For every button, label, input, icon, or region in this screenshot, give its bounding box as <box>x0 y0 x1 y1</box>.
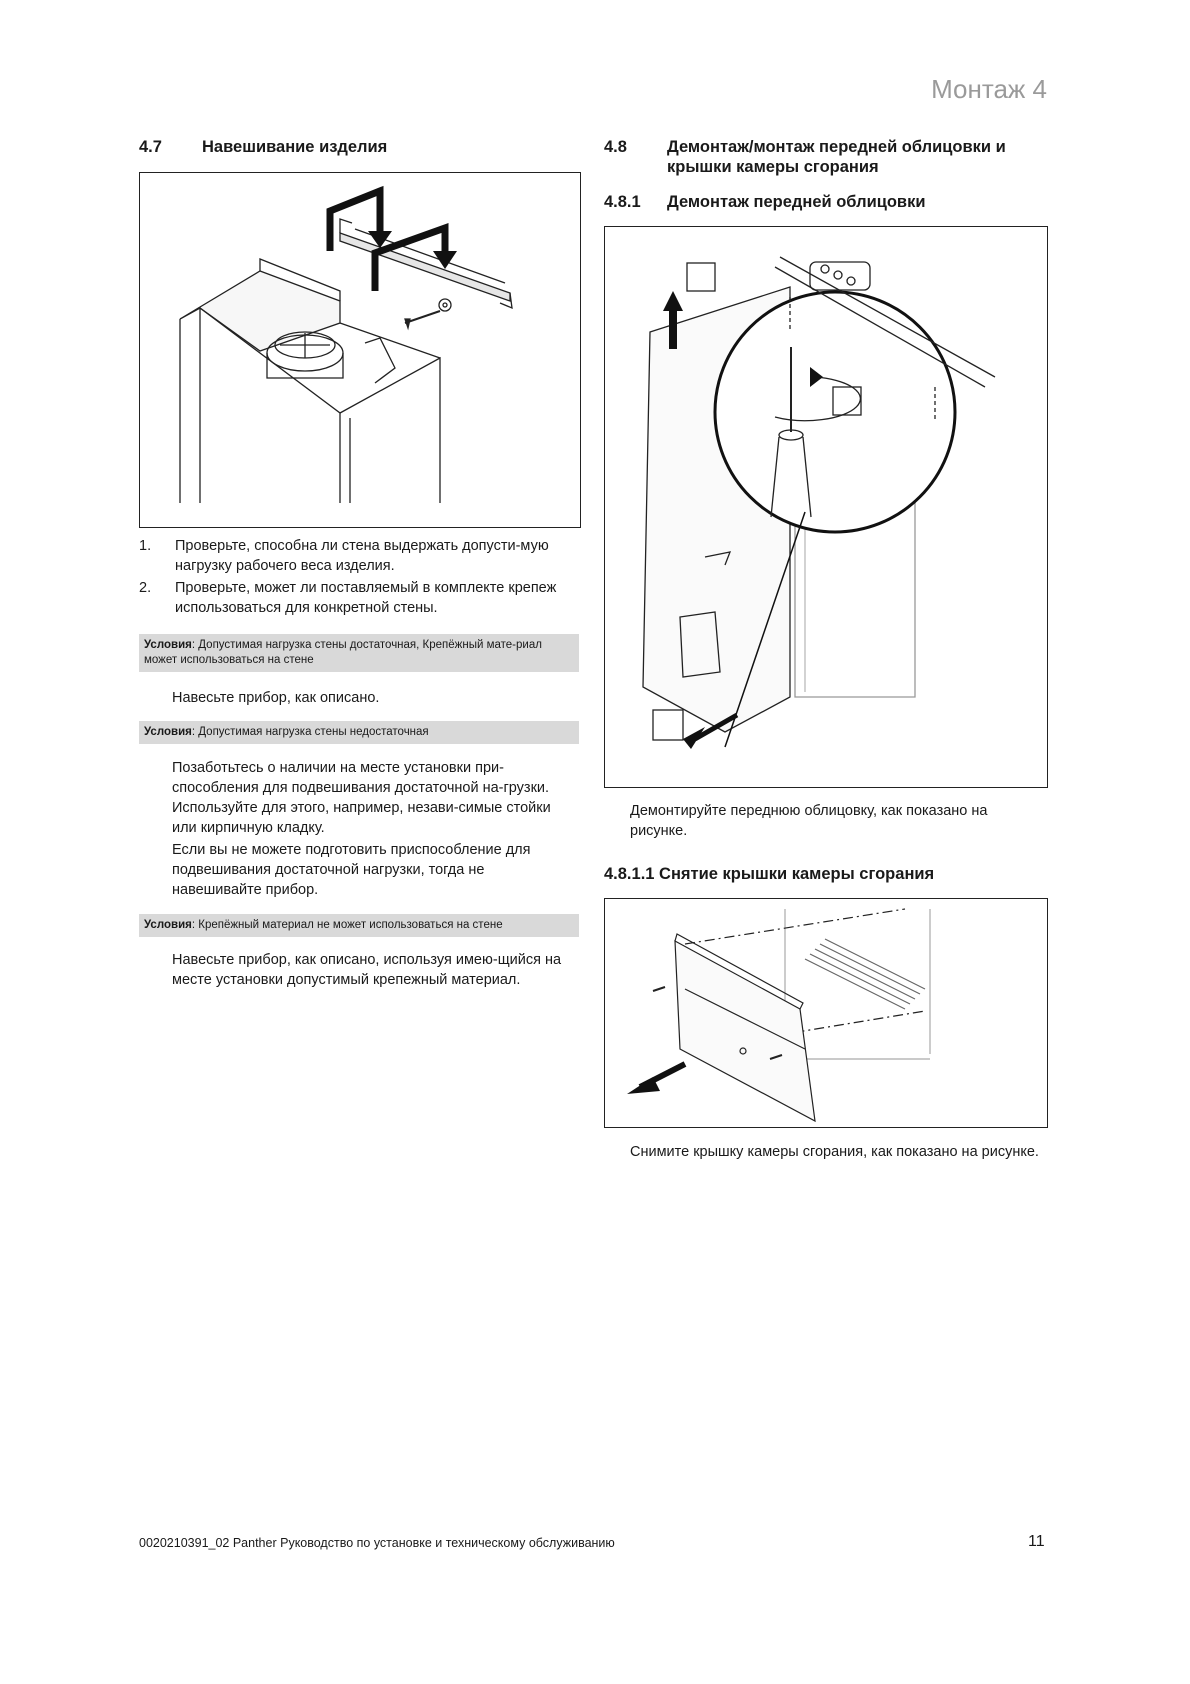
footer-document-title: 0020210391_02 Panther Руководство по установке и техническому обслуживанию <box>139 1536 615 1550</box>
condition-text: : Допустимая нагрузка стены достаточная, Крепёжный мате-риал может использоваться на стене <box>144 639 542 666</box>
instruction-text-1: Навесьте прибор, как описано. <box>172 690 380 706</box>
condition-label: Условия <box>144 919 192 931</box>
condition-label: Условия <box>144 639 192 651</box>
condition-text: : Крепёжный материал не может использоваться на стене <box>191 919 503 931</box>
step-text: Проверьте, способна ли стена выдержать допусти-мую нагрузку рабочего веса изделия. <box>175 538 549 574</box>
section-number: 4.8 <box>604 138 627 156</box>
instruction-text-3: Навесьте прибор, как описано, используя имею-щийся на месте установки допустимый крепежный материал. <box>172 952 562 988</box>
step-text: Проверьте, может ли поставляемый в комплекте крепеж использоваться для конкретной стены. <box>175 580 557 616</box>
instruction-text-2b: Если вы не можете подготовить приспособление для подвешивания достаточной нагрузки, тогда не навешивайте прибор. <box>172 842 531 898</box>
step-item <box>139 536 579 576</box>
figure-combustion-cover-removal <box>604 898 1048 1128</box>
condition-box-2 <box>139 721 579 744</box>
condition-box-1 <box>139 634 579 672</box>
condition-label: Условия <box>144 726 192 738</box>
condition-box-3 <box>139 914 579 937</box>
step-number: 2. <box>139 580 152 596</box>
combustion-cover-removal-illustration <box>605 899 1047 1127</box>
subsection-title: Демонтаж передней облицовки <box>667 193 926 211</box>
condition-text: : Допустимая нагрузка стены недостаточная <box>191 726 429 738</box>
section-title: Навешивание изделия <box>202 138 388 156</box>
section-heading-4-8 <box>604 137 1050 177</box>
instruction-text-front-cover: Демонтируйте переднюю облицовку, как показано на рисунке. <box>630 803 988 839</box>
subsubsection-heading-4-8-1-1: 4.8.1.1 Снятие крышки камеры сгорания <box>604 865 935 883</box>
step-number: 1. <box>139 538 152 554</box>
instruction-text-2a: Позаботьтесь о наличии на месте установки при-способления для подвешивания достаточной на-грузки. Используйте для этого, например, незави-симые стойки или кирпичную кладку. <box>172 760 551 836</box>
page-number: 11 <box>1028 1533 1045 1550</box>
figure-front-cover-removal <box>604 226 1048 788</box>
boiler-hanging-illustration <box>140 173 580 527</box>
chapter-header: Монтаж 4 <box>931 74 1047 104</box>
front-cover-removal-illustration <box>605 227 1047 787</box>
figure-hanging-device <box>139 172 581 528</box>
section-number: 4.7 <box>139 138 162 156</box>
subsection-heading-4-8-1 <box>604 192 1050 212</box>
step-item <box>139 578 579 618</box>
instruction-text-combustion-cover: Снимите крышку камеры сгорания, как показано на рисунке. <box>630 1144 1039 1160</box>
subsection-number: 4.8.1 <box>604 193 641 211</box>
section-title: Демонтаж/монтаж передней облицовки и крышки камеры сгорания <box>667 138 1006 176</box>
steps-list <box>139 536 579 620</box>
section-heading-4-7 <box>139 137 579 157</box>
